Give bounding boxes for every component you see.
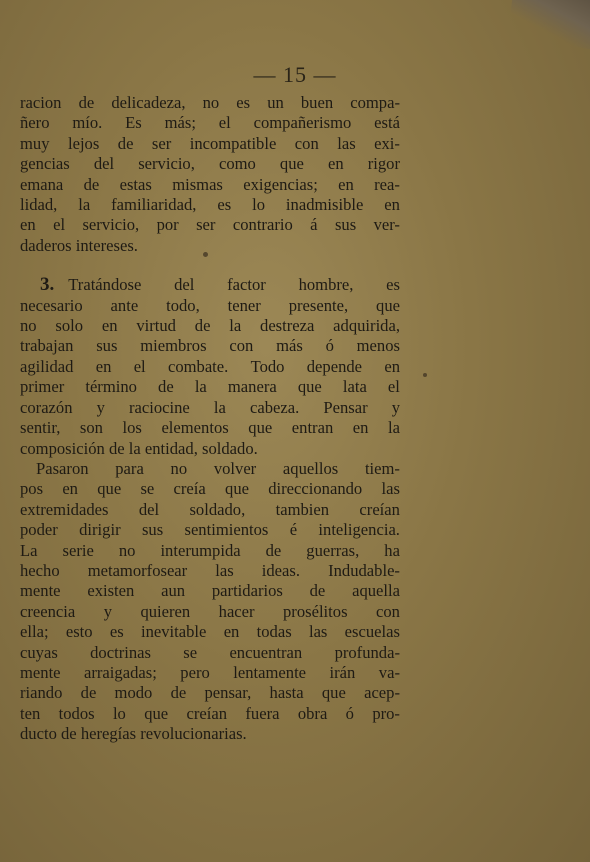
- line-text: Pasaron para no volver aquellos tiem-: [36, 458, 400, 478]
- line-text: gencias del servicio, como que en rigor: [20, 154, 400, 174]
- text-line: [20, 459, 400, 479]
- line-text: hecho metamorfosear las ideas. Indudable-: [20, 560, 400, 580]
- line-text: lidad, la familiaridad, es lo inadmisible en: [20, 195, 400, 215]
- ink-speck: [423, 373, 427, 377]
- text-line: [20, 704, 400, 724]
- line-text: trabajan sus miembros con más ó menos: [20, 336, 400, 356]
- line-text: muy lejos de ser incompatible con las exi-: [20, 133, 400, 153]
- line-text: primer término de la manera que lata el: [20, 377, 400, 397]
- line-text: Tratándose del factor hombre, es: [68, 275, 400, 295]
- text-line: [20, 377, 400, 397]
- line-text: ten todos lo que creían fuera obra ó pro-: [20, 703, 400, 723]
- line-text: poder dirigir sus sentimientos é inteligencia.: [20, 520, 400, 540]
- section-number: 3.: [40, 274, 55, 296]
- text-line: [20, 622, 400, 642]
- page-text: [20, 93, 400, 745]
- text-line: [20, 236, 400, 256]
- text-line: [20, 602, 400, 622]
- text-line: [20, 398, 400, 418]
- line-text: pos en que se creía que direccionando las: [20, 479, 400, 499]
- text-line: [20, 175, 400, 195]
- text-line: [20, 316, 400, 336]
- text-line: [20, 643, 400, 663]
- text-line: [20, 296, 400, 316]
- text-line: [20, 275, 400, 295]
- line-text: necesario ante todo, tener presente, que: [20, 295, 400, 315]
- line-text: mente arraigadas; pero lentamente irán va-: [20, 662, 400, 682]
- line-text: ella; esto es inevitable en todas las escuelas: [20, 622, 400, 642]
- text-line: [20, 439, 400, 459]
- line-text: composición de la entidad, soldado.: [20, 438, 258, 458]
- line-text: creencia y quieren hacer prosélitos con: [20, 601, 400, 621]
- text-line: [20, 561, 400, 581]
- line-text: cuyas doctrinas se encuentran profunda-: [20, 642, 400, 662]
- paragraph-2: [20, 275, 400, 459]
- line-text: La serie no interumpida de guerras, ha: [20, 540, 400, 560]
- text-line: [20, 93, 400, 113]
- text-line: [20, 215, 400, 235]
- text-line: [20, 195, 400, 215]
- paragraph-1: [20, 93, 400, 256]
- text-line: [20, 154, 400, 174]
- text-line: [20, 581, 400, 601]
- line-text: riando de modo de pensar, hasta que acep-: [20, 683, 400, 703]
- text-line: [20, 357, 400, 377]
- text-line: [20, 500, 400, 520]
- paragraph-3: [20, 459, 400, 745]
- line-text: sentir, son los elementos que entran en la: [20, 418, 400, 438]
- text-line: [20, 418, 400, 438]
- line-text: extremidades del soldado, tambien creían: [20, 499, 400, 519]
- line-text: ñero mío. Es más; el compañerismo está: [20, 113, 400, 133]
- text-line: [20, 113, 400, 133]
- line-text: en el servicio, por ser contrario á sus ver-: [20, 215, 400, 235]
- line-text: ducto de heregías revolucionarias.: [20, 724, 247, 744]
- text-line: [20, 520, 400, 540]
- line-text: racion de delicadeza, no es un buen compa-: [20, 93, 400, 112]
- text-line: [20, 683, 400, 703]
- line-text: emana de estas mismas exigencias; en rea-: [20, 174, 400, 194]
- text-line: [20, 134, 400, 154]
- text-line: [20, 479, 400, 499]
- text-line: [20, 724, 400, 744]
- ink-speck: [203, 252, 208, 257]
- line-text: agilidad en el combate. Todo depende en: [20, 356, 400, 376]
- line-text: corazón y raciocine la cabeza. Pensar y: [20, 397, 400, 417]
- line-text: mente existen aun partidarios de aquella: [20, 581, 400, 601]
- text-line: [20, 663, 400, 683]
- page-corner-fold: [507, 0, 590, 50]
- line-text: daderos intereses.: [20, 235, 138, 255]
- line-text: no solo en virtud de la destreza adquirida,: [20, 316, 400, 336]
- page-number: — 15 —: [253, 62, 337, 87]
- text-line: [20, 336, 400, 356]
- text-line: [20, 541, 400, 561]
